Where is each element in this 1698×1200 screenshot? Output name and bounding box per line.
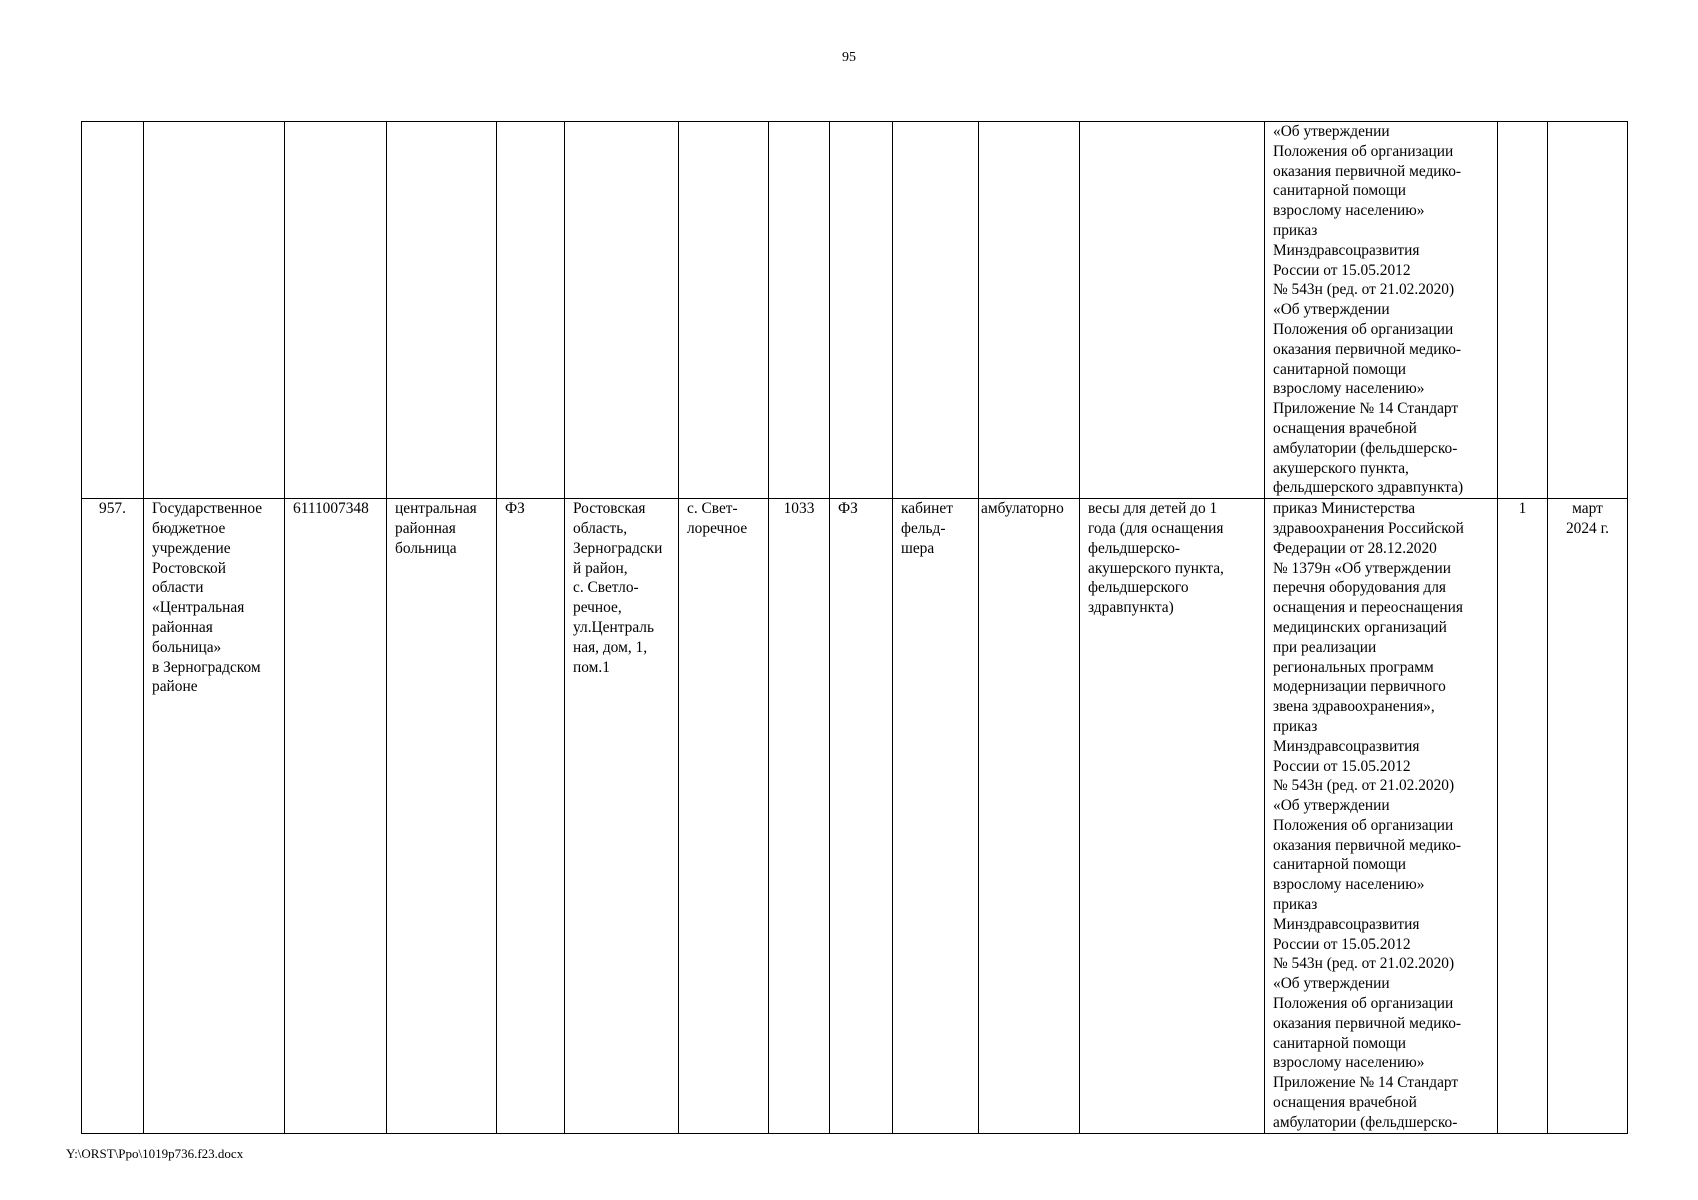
cell-unit [830,122,893,499]
cell-unit-type [497,122,565,499]
cell-care-mode [979,122,1080,499]
equipment-table [81,121,1628,1134]
cell-number [82,122,144,499]
cell-quantity: 1 [1498,499,1548,1134]
cell-settlement: с. Свет- лоречное [679,499,769,1134]
cell-settlement [679,122,769,499]
cell-unit-type: ФЗ [497,499,565,1134]
cell-room: кабинет фельд- шера [893,499,979,1134]
cell-unit: ФЗ [830,499,893,1134]
table-row [82,122,1628,499]
cell-organization [144,122,285,499]
cell-care-mode: амбулаторно [979,499,1080,1134]
cell-room [893,122,979,499]
cell-organization: Государственное бюджетное учреждение Ростовской области «Центральная районная больница» в Зерноградском районе [144,499,285,1134]
cell-inn [285,122,387,499]
cell-org-type: центральная районная больница [387,499,497,1134]
cell-population [769,122,830,499]
cell-inn: 6111007348 [285,499,387,1134]
cell-legal-basis: приказ Министерства здравоохранения Российской Федерации от 28.12.2020 № 1379н «Об утверждении перечня оборудования для оснащения и переоснащения медицинских организаций при реализации региональных программ модернизации первичного звена здравоохранения», приказ Минздравсоцразвития России от 15.05.2012 № 543н (ред. от 21.02.2020) «Об утверждении Положения об организации оказания первичной медико- санитарной помощи взрослому населению» приказ Минздравсоцразвития России от 15.05.2012 № 543н (ред. от 21.02.2020) «Об утверждении Положения об организации оказания первичной медико- санитарной помощи взрослому населению» Приложение № 14 Стандарт оснащения врачебной амбулатории (фельдшерско- [1265,499,1498,1134]
table-row [82,499,1628,1134]
cell-population: 1033 [769,499,830,1134]
footer-file-path: Y:\ORST\Ppo\1019p736.f23.docx [66,1146,244,1161]
cell-legal-basis: «Об утверждении Положения об организации оказания первичной медико- санитарной помощи взрослому населению» приказ Минздравсоцразвития России от 15.05.2012 № 543н (ред. от 21.02.2020) «Об утверждении Положения об организации оказания первичной медико- санитарной помощи взрослому населению» Приложение № 14 Стандарт оснащения врачебной амбулатории (фельдшерско- акушерского пункта, фельдшерского здравпункта) [1265,122,1498,499]
cell-org-type [387,122,497,499]
cell-address: Ростовская область, Зерноградски й район, с. Светло- речное, ул.Централь ная, дом, 1, пом.1 [565,499,679,1134]
cell-equipment: весы для детей до 1 года (для оснащения фельдшерско- акушерского пункта, фельдшерского здравпункта) [1080,499,1265,1134]
cell-equipment [1080,122,1265,499]
cell-number: 957. [82,499,144,1134]
cell-date [1548,122,1628,499]
page-number: 95 [842,50,856,65]
cell-quantity [1498,122,1548,499]
cell-address [565,122,679,499]
cell-date: март 2024 г. [1548,499,1628,1134]
